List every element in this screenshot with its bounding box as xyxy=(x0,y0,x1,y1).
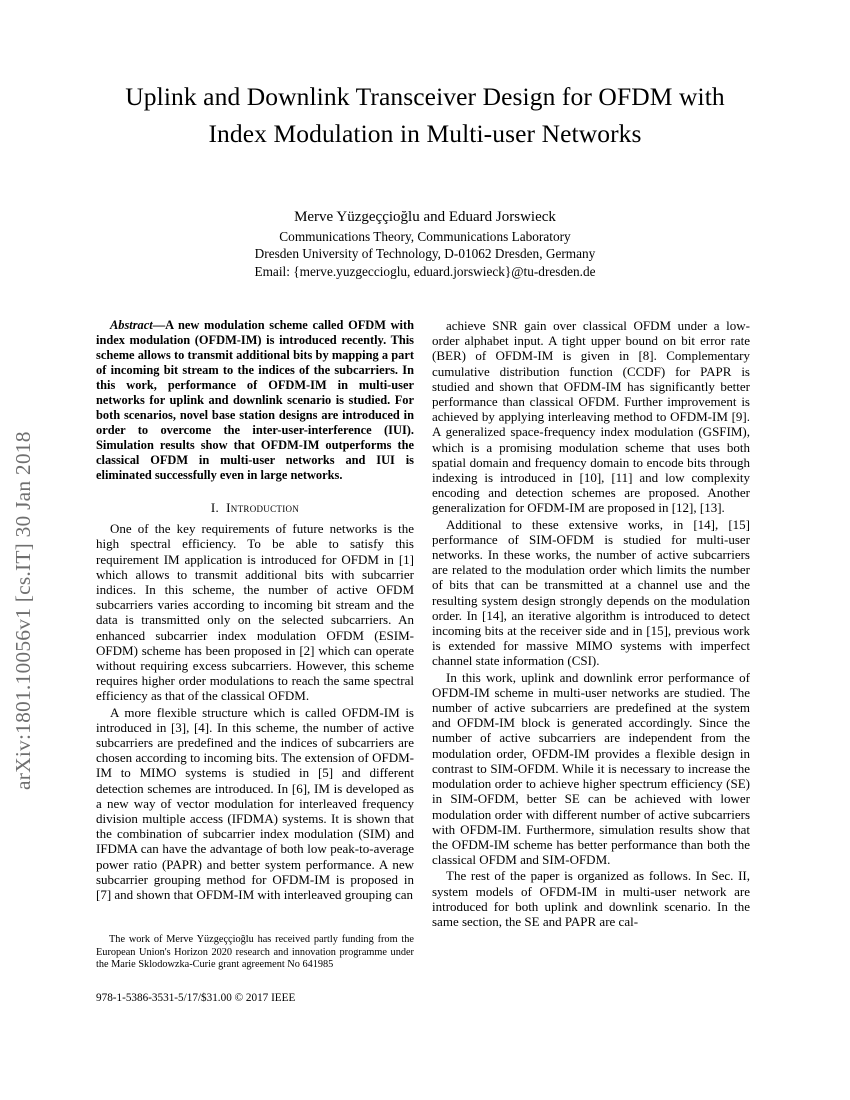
arxiv-stamp: arXiv:1801.10056v1 [cs.IT] 30 Jan 2018 xyxy=(10,431,35,790)
right-paragraph-4: The rest of the paper is organized as follows. In Sec. II, system models of OFDM-IM in multi-user network are introduced for both uplink and downlink scenario. In the same section, the SE and PAPR are cal- xyxy=(432,868,750,929)
abstract xyxy=(96,318,414,483)
abstract-body: A new modulation scheme called OFDM with index modulation (OFDM-IM) is introduced recently. This scheme allows to transmit additional bits by mapping a part of incoming bit stream to the indices of the subcarriers. In this work, performance of OFDM-IM in multi-user networks for uplink and downlink scenario is studied. For both scenarios, novel base station designs are introduced in order to overcome the inter-user-interference (IUI). Simulation results show that OFDM-IM outperforms the classical OFDM in multi-user networks and IUI is eliminated successfully even in large networks. xyxy=(96,318,414,482)
title-block xyxy=(95,78,755,152)
right-paragraph-1: achieve SNR gain over classical OFDM under a low-order alphabet input. A tight upper bound on bit error rate (BER) of OFDM-IM is given in [8]. Complementary cumulative distribution function (CCDF) for PAPR is studied and shown that OFDM-IM has significantly better performance than classical OFDM. Further improvement is achieved by applying interleaving method to OFDM-IM [9]. A generalized space-frequency index modulation (GSFIM), which is a promising modulation scheme that uses both spatial domain and frequency domain to encode bits through indexing is introduced in [10], [11] and low complexity encoding and detection schemes are proposed. Another generalization for OFDM-IM are proposed in [12], [13]. xyxy=(432,318,750,516)
section-numeral: I. xyxy=(210,500,220,515)
funding-footnote xyxy=(96,934,414,972)
author-names: Merve Yüzgeççioğlu and Eduard Jorswieck xyxy=(294,209,556,225)
right-paragraph-3: In this work, uplink and downlink error performance of OFDM-IM scheme in multi-user networks are studied. The number of active subcarriers are predefined at the system and OFDM-IM block is generated accordingly. Since the number of active subcarriers are independent from the modulation order, OFDM-IM provides a flexible design in contrast to SIM-OFDM. While it is necessary to increase the modulation order to achieve higher spectrum efficiency (SE) in SIM-OFDM, better SE can be achieved with lower modulation order with different number of active subcarriers with OFDM-IM. Furthermore, simulation results show that the OFDM-IM scheme has better performance than both the classical OFDM and SIM-OFDM. xyxy=(432,669,750,868)
right-column xyxy=(432,318,750,1018)
copyright-icon: © xyxy=(234,992,244,1004)
author-block xyxy=(95,208,755,280)
affiliation-line-1: Communications Theory, Communications Laboratory xyxy=(279,229,571,244)
right-paragraph-2: Additional to these extensive works, in [14], [15] performance of SIM-OFDM is studied for multi-user networks. In these works, the number of active subcarriers are related to the modulation order which limits the number of bits that can be transmitted at a channel use and the resulting system design strongly depends on the modulation order. In [14], an iterative algorithm is introduced to detect incoming bits at the receiver side and in [15], previous work is extended for massive MIMO systems with imperfect channel state information (CSI). xyxy=(432,516,750,669)
abstract-dash: — xyxy=(152,318,166,332)
section-title: Introduction xyxy=(226,500,300,515)
affiliation-line-2: Dresden University of Technology, D-01062 Dresden, Germany xyxy=(254,246,596,262)
author-email-line: Email: {merve.yuzgeccioglu, eduard.jorswieck}@tu-dresden.de xyxy=(254,263,596,279)
copyright-line xyxy=(96,991,414,1005)
section-heading-introduction xyxy=(96,500,414,515)
left-column xyxy=(96,318,414,1018)
copyright-year-org: 2017 IEEE xyxy=(245,992,296,1004)
page-title: Uplink and Downlink Transceiver Design for OFDM with Index Modulation in Multi-user Networks xyxy=(125,82,725,148)
isbn-text: 978-1-5386-3531-5/17/$31.00 xyxy=(96,992,232,1004)
left-paragraph-1: One of the key requirements of future networks is the high spectral efficiency. To be able to satisfy this requirement IM application is introduced for OFDM in [1] which allows to transmit additional bits with subcarrier indices. In this scheme, the number of active OFDM subcarriers varies according to incoming bit stream and the data is transmitted only on the selected subcarriers. An enhanced subcarrier index modulation OFDM (ESIM-OFDM) scheme has been proposed in [2] which can operate without requiring excess subcarriers. However, this scheme requires higher order modulations to reach the same spectral efficiency as that of the classical OFDM. xyxy=(96,521,414,704)
funding-footnote-text: The work of Merve Yüzgeççioğlu has received partly funding from the European Union's Horizon 2020 research and innovation programme under the Marie Sklodowzka-Curie grant agreement No 641985 xyxy=(96,934,414,971)
left-paragraph-2: A more flexible structure which is called OFDM-IM is introduced in [3], [4]. In this scheme, the number of active subcarriers are predefined and the indices of subcarriers are chosen according to incoming bits. The extension of OFDM-IM to MIMO systems is studied in [5] and different detection schemes are introduced. In [6], IM is developed as a new way of vector modulation for interleaved frequency division multiple access (IFDMA) systems. It is shown that the combination of subcarrier index modulation (SIM) and IFDMA can have the advantage of both low peak-to-average power ratio (PAPR) and better system performance. A new subcarrier grouping method for OFDM-IM is proposed in [7] and shown that OFDM-IM with interleaved grouping can xyxy=(96,704,414,903)
abstract-heading: Abstract xyxy=(110,318,153,332)
